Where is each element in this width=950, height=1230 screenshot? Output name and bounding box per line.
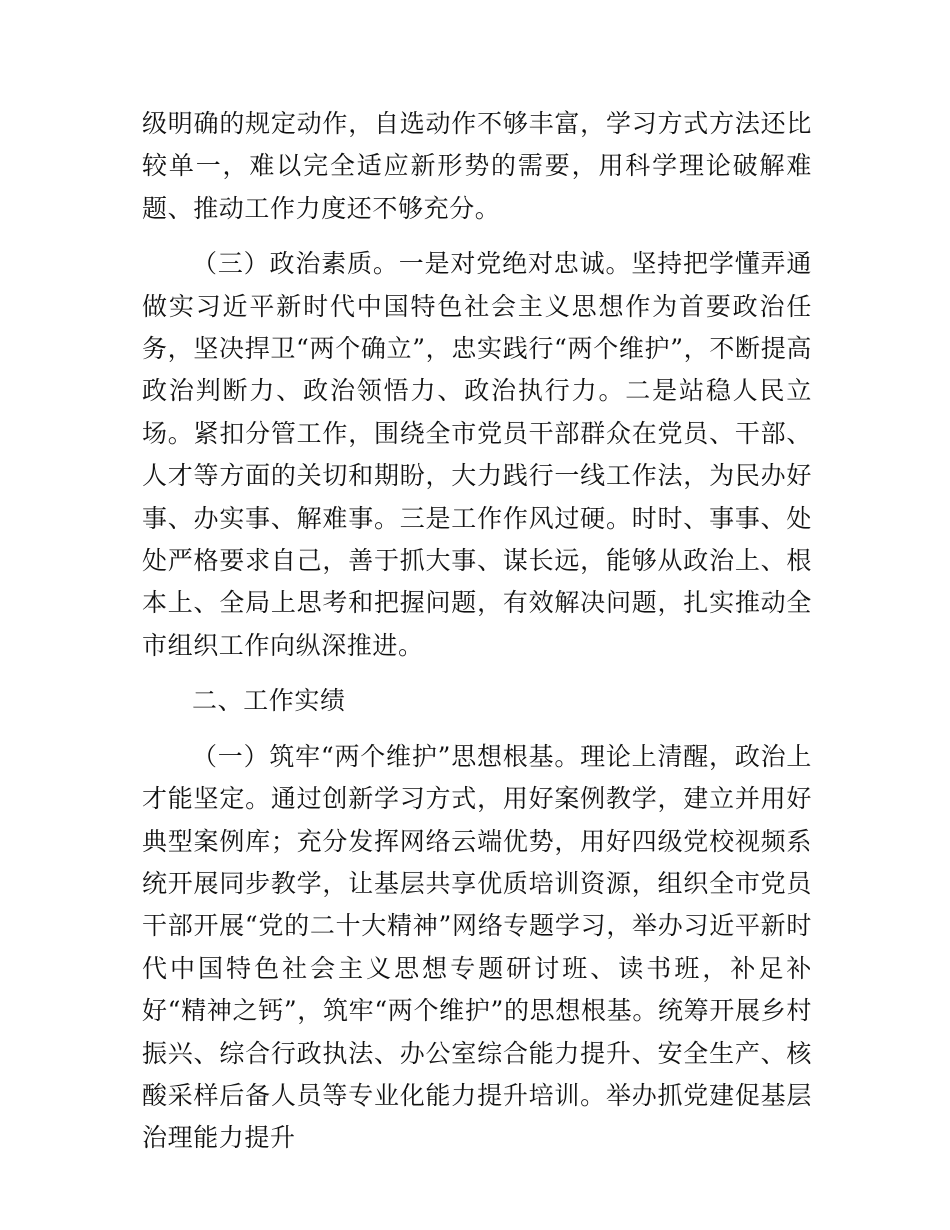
document-body: [142, 103, 812, 1160]
paragraph-ideological-foundation: （一）筑牢“两个维护”思想根基。理论上清醒，政治上才能坚定。通过创新学习方式，用好案例教学，建立并用好典型案例库；充分发挥网络云端优势，用好四级党校视频系统开展同步教学，让基层共享优质培训资源，组织全市党员干部开展“党的二十大精神”网络专题学习，举办习近平新时代中国特色社会主义思想专题研讨班、读书班，补足补好“精神之钙”，筑牢“两个维护”的思想根基。统筹开展乡村振兴、综合行政执法、办公室综合能力提升、安全生产、核酸采样后备人员等专业化能力提升培训。举办抓党建促基层治理能力提升: [142, 741, 812, 1153]
paragraph-continuation: 级明确的规定动作，自选动作不够丰富，学习方式方法还比较单一，难以完全适应新形势的需要，用科学理论破解难题、推动工作力度还不够充分。: [142, 109, 812, 223]
paragraph-political-quality: （三）政治素质。一是对党绝对忠诚。坚持把学懂弄通做实习近平新时代中国特色社会主义思想作为首要政治任务，坚决捍卫“两个确立”，忠实践行“两个维护”，不断提高政治判断力、政治领悟力、政治执行力。二是站稳人民立场。紧扣分管工作，围绕全市党员干部群众在党员、干部、人才等方面的关切和期盼，大力践行一线工作法，为民办好事、办实事、解难事。三是工作作风过硬。时时、事事、处处严格要求自己，善于抓大事、谋长远，能够从政治上、根本上、全局上思考和把握问题，有效解决问题，扎实推动全市组织工作向纵深推进。: [142, 249, 812, 660]
section-heading-work-achievements: 二、工作实绩: [192, 686, 346, 716]
